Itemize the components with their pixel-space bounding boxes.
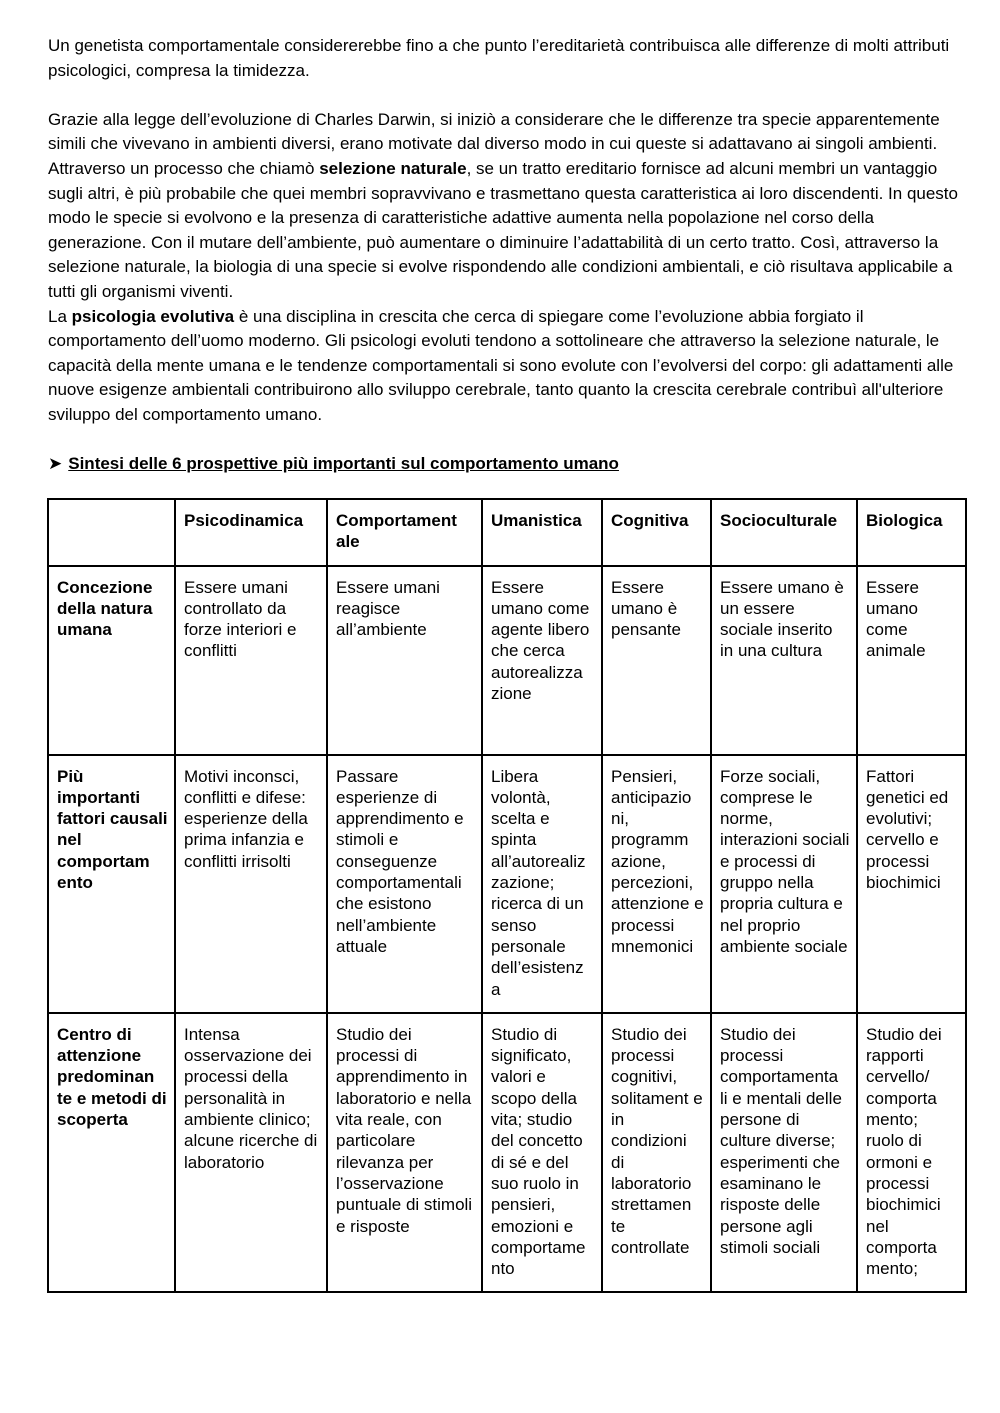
table-cell: Passare esperienze di apprendimento e stimoli e conseguenze comportamentali che esistono nell’ambiente attuale [327, 755, 482, 1013]
table-cell: Essere umano come animale [857, 566, 966, 755]
table-cell: Motivi inconsci, conflitti e difese: esperienze della prima infanzia e conflitti irrisolti [175, 755, 327, 1013]
table-cell: Essere umano è un essere sociale inserito in una cultura [711, 566, 857, 755]
header-cell-cognitiva: Cognitiva [602, 499, 711, 566]
header-cell-umanistica: Umanistica [482, 499, 602, 566]
text-segment: è una disciplina in crescita che cerca di spiegare come l’evoluzione abbia forgiato il comportamento dell’uomo moderno. Gli psicologi evoluti tendono a sottolineare che attraverso la selezione naturale, le capacità della mente umana e le tendenze comportamentali si sono evolute con l’evolversi del corpo: gli adattamenti alle nuove esigenze ambientali contribuirono allo sviluppo cerebrale, tanto quanto la crescita cerebrale contribuì all'ulteriore sviluppo del comportamento umano. [48, 306, 954, 424]
text-segment: Un genetista comportamentale considererebbe fino a che punto l’ereditarietà contribuisca alle differenze di molti attributi psicologici, compresa la timidezza. [48, 36, 950, 80]
text-segment: , se un tratto ereditario fornisce ad alcuni membri un vantaggio sugli altri, è più probabile che quei membri sopravvivano e trasmettano questa caratteristica ai loro discendenti. In questo modo le specie si evolvono e la presenza di caratteristiche adattive aumenta nella popolazione nel corso della generazione. Con il mutare dell’ambiente, può aumentare o diminuire l’adattabilità di un certo tratto. Così, attraverso la selezione naturale, la biologia di una specie si evolve rispondendo alle condizioni ambientali, e ciò risultava applicabile a tutti gli organismi viventi. [48, 158, 958, 301]
table-row [48, 1013, 966, 1293]
section-heading [48, 452, 968, 476]
table-cell: Fattori genetici ed evolutivi; cervello e processi biochimici [857, 755, 966, 1013]
table-cell: Essere umano è pensante [602, 566, 711, 755]
header-cell-comportamentale: Comportament ale [327, 499, 482, 566]
table-row [48, 566, 966, 755]
darwin-paragraph [48, 108, 968, 305]
intro-paragraph [48, 34, 968, 83]
header-cell-socioculturale: Socioculturale [711, 499, 857, 566]
paragraph-gap [48, 83, 968, 108]
table-cell: Intensa osservazione dei processi della personalità in ambiente clinico; alcune ricerche di laboratorio [175, 1013, 327, 1293]
table-cell: Studio dei processi di apprendimento in laboratorio e nella vita reale, con particolare rilevanza per l’osservazione puntuale di stimoli e risposte [327, 1013, 482, 1293]
header-cell-psicodinamica: Psicodinamica [175, 499, 327, 566]
table-cell: Studio dei processi comportamenta li e mentali delle persone di culture diverse; esperimenti che esaminano le risposte delle persone agli stimoli sociali [711, 1013, 857, 1293]
document-body [48, 34, 968, 476]
row-header-cell: Centro di attenzione predominan te e metodi di scoperta [48, 1013, 175, 1293]
row-header-cell: Più importanti fattori causali nel comportam ento [48, 755, 175, 1013]
table-cell: Essere umani reagisce all’ambiente [327, 566, 482, 755]
table-cell: Pensieri, anticipazio ni, programm azione, percezioni, attenzione e processi mnemonici [602, 755, 711, 1013]
table-cell: Studio dei processi cognitivi, solitament e in condizioni di laboratorio strettamen te controllate [602, 1013, 711, 1293]
bold-term-psicologia-evolutiva: psicologia evolutiva [71, 306, 235, 326]
bold-term-selezione-naturale: selezione naturale [319, 158, 467, 178]
section-heading-text: Sintesi delle 6 prospettive più importanti sul comportamento umano [68, 453, 619, 473]
evolutionary-psychology-paragraph [48, 305, 968, 428]
perspectives-table [47, 498, 967, 1293]
row-header-cell: Concezione della natura umana [48, 566, 175, 755]
table-cell: Studio dei rapporti cervello/ comporta mento; ruolo di ormoni e processi biochimici nel comporta mento; [857, 1013, 966, 1293]
table-cell: Forze sociali, comprese le norme, interazioni sociali e processi di gruppo nella propria cultura e nel proprio ambiente sociale [711, 755, 857, 1013]
table-cell: Studio di significato, valori e scopo della vita; studio del concetto di sé e del suo ruolo in pensieri, emozioni e comportame nto [482, 1013, 602, 1293]
text-segment: Grazie alla legge dell’evoluzione di Charles Darwin, si iniziò a considerare che le differenze tra specie apparentemente simili che vivevano in ambienti diversi, erano motivate dal diverso modo in cui queste si adattavano ai singoli ambienti. Attraverso un processo che chiamò [48, 109, 940, 178]
table-header-row [48, 499, 966, 566]
table-cell: Libera volontà, scelta e spinta all’autorealiz zazione; ricerca di un senso personale dell’esistenz a [482, 755, 602, 1013]
table-cell: Essere umani controllato da forze interiori e conflitti [175, 566, 327, 755]
text-segment: La [48, 306, 72, 326]
arrow-bullet-icon: ➤ [48, 453, 63, 473]
header-cell-empty [48, 499, 175, 566]
header-cell-biologica: Biologica [857, 499, 966, 566]
table-cell: Essere umano come agente libero che cerca autorealizza zione [482, 566, 602, 755]
table-row [48, 755, 966, 1013]
